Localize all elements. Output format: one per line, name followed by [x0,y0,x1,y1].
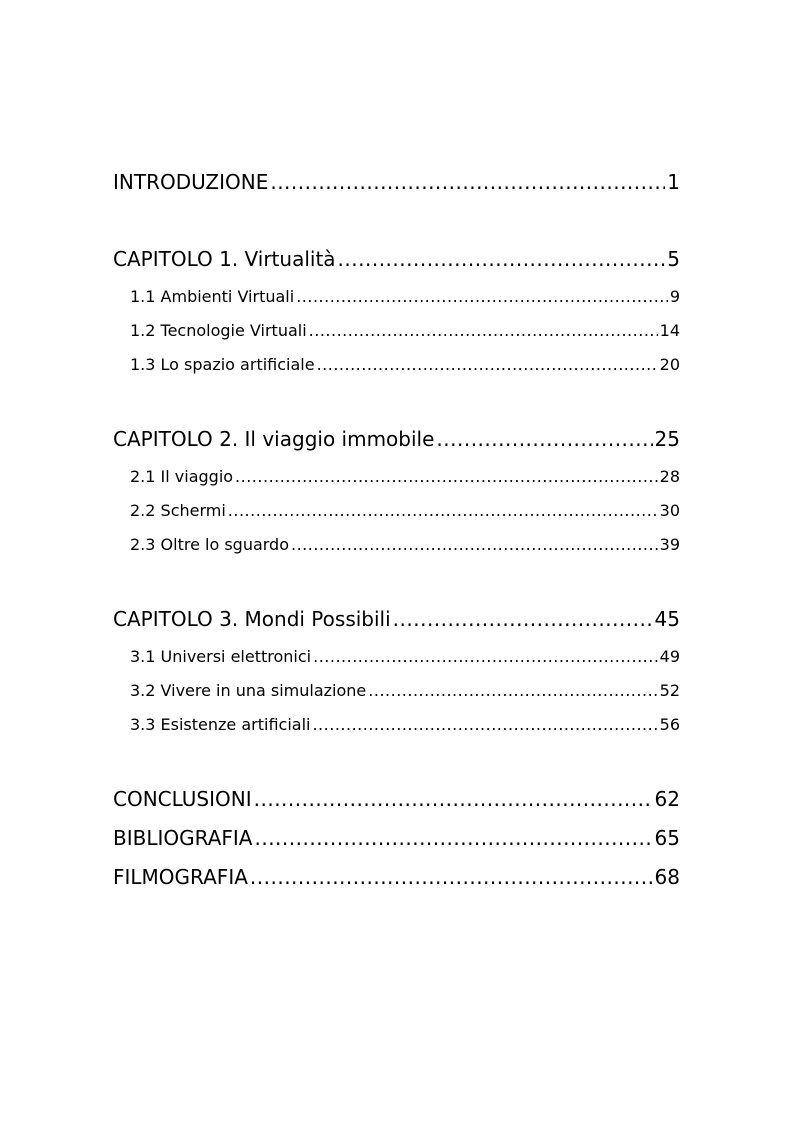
toc-entry-section-1-1[interactable] [130,285,680,309]
dot-leader [312,713,657,737]
toc-entry-label: 2.3 Oltre lo sguardo [130,535,289,554]
toc-entry-page: 56 [659,715,680,734]
toc-entry-section-2-3[interactable] [130,533,680,557]
toc-entry-capitolo-2[interactable] [113,424,680,454]
toc-entry-label: 3.3 Esistenze artificiali [130,715,311,734]
toc-entry-label: CAPITOLO 1. Virtualità [113,247,336,271]
dot-leader [270,167,665,197]
dot-leader [368,679,657,703]
toc-entry-introduzione[interactable] [113,167,680,197]
toc-entry-capitolo-3[interactable] [113,604,680,634]
toc-entry-page: 45 [654,607,680,631]
toc-entry-label: CONCLUSIONI [113,787,252,811]
dot-leader [228,499,658,523]
toc-entry-page: 65 [654,826,680,850]
toc-entry-page: 9 [669,287,680,306]
toc-entry-label: FILMOGRAFIA [113,865,248,889]
toc-entry-section-3-1[interactable] [130,645,680,669]
toc-entry-label: 2.1 Il viaggio [130,467,234,486]
toc-entry-section-2-2[interactable] [130,499,680,523]
toc-entry-section-3-3[interactable] [130,713,680,737]
toc-entry-section-2-1[interactable] [130,465,680,489]
toc-entry-page: 39 [659,535,680,554]
dot-leader [296,285,668,309]
toc-entry-label: 1.3 Lo spazio artificiale [130,355,315,374]
toc-entry-bibliografia[interactable] [113,823,680,853]
table-of-contents [113,0,680,1122]
dot-leader [250,862,653,892]
toc-entry-page: 30 [659,501,680,520]
toc-entry-page: 20 [659,355,680,374]
dot-leader [338,244,666,274]
toc-entry-label: 3.1 Universi elettronici [130,647,312,666]
dot-leader [254,784,653,814]
toc-entry-label: 2.2 Schermi [130,501,226,520]
toc-entry-label: CAPITOLO 3. Mondi Possibili [113,607,391,631]
toc-entry-label: INTRODUZIONE [113,170,269,194]
dot-leader [313,645,658,669]
toc-entry-label: 3.2 Vivere in una simulazione [130,681,367,700]
dot-leader [393,604,653,634]
toc-entry-capitolo-1[interactable] [113,244,680,274]
toc-entry-page: 1 [667,170,680,194]
toc-entry-label: BIBLIOGRAFIA [113,826,253,850]
toc-entry-filmografia[interactable] [113,862,680,892]
toc-entry-conclusioni[interactable] [113,784,680,814]
toc-entry-page: 5 [667,247,680,271]
toc-entry-page: 14 [659,321,680,340]
toc-entry-label: 1.1 Ambienti Virtuali [130,287,295,306]
dot-leader [309,319,658,343]
toc-entry-label: 1.2 Tecnologie Virtuali [130,321,307,340]
dot-leader [235,465,658,489]
toc-entry-page: 28 [659,467,680,486]
toc-entry-page: 49 [659,647,680,666]
toc-entry-page: 52 [659,681,680,700]
toc-entry-section-1-3[interactable] [130,353,680,377]
dot-leader [317,353,658,377]
toc-entry-label: CAPITOLO 2. Il viaggio immobile [113,427,435,451]
toc-entry-section-3-2[interactable] [130,679,680,703]
toc-entry-page: 25 [654,427,680,451]
toc-entry-section-1-2[interactable] [130,319,680,343]
dot-leader [254,823,652,853]
dot-leader [436,424,652,454]
dot-leader [291,533,658,557]
toc-entry-page: 68 [654,865,680,889]
toc-entry-page: 62 [654,787,680,811]
